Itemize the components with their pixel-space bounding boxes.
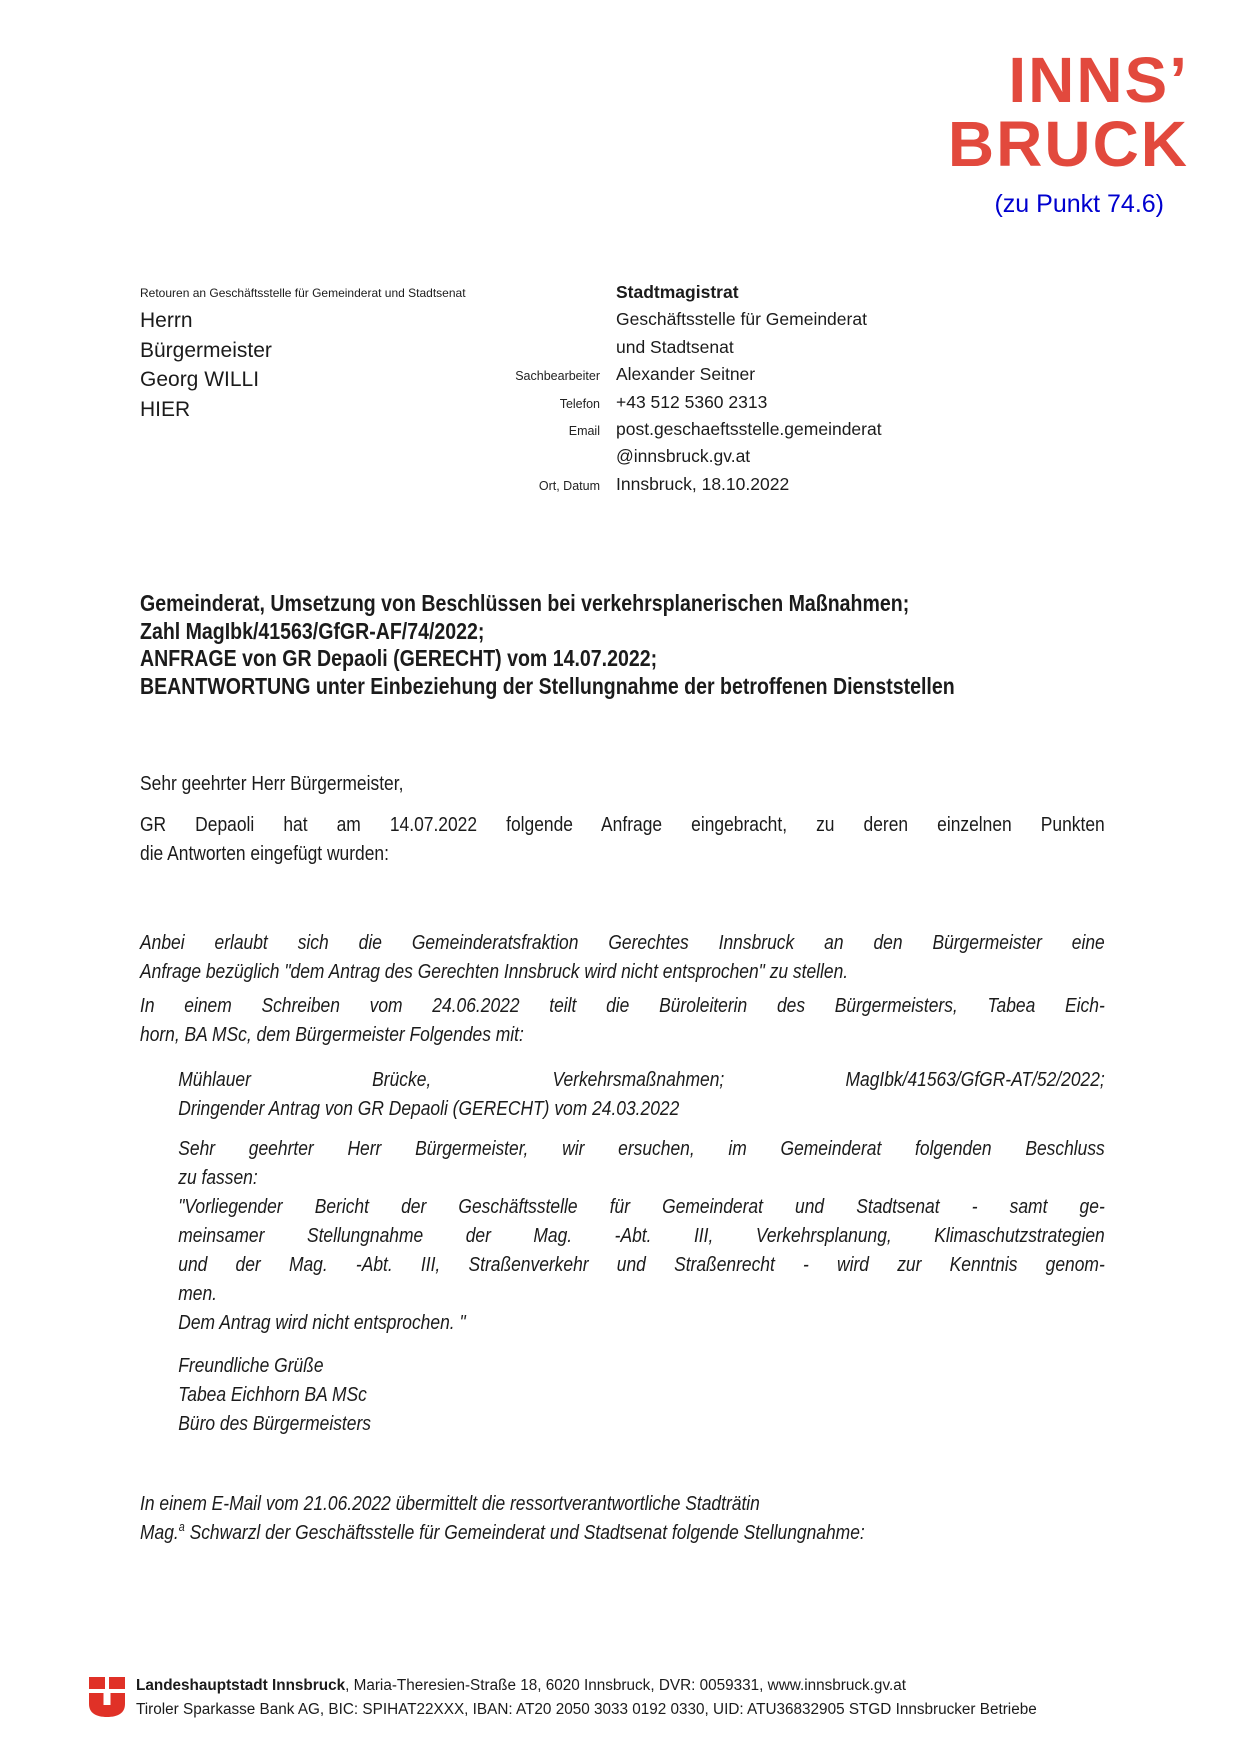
- footer: [88, 1674, 1037, 1722]
- closing-line-2-rest: Schwarzl der Geschäftsstelle für Gemeinderat und Stadtsenat folgende Stellungnahme:: [184, 1521, 865, 1544]
- innsbruck-logo: [947, 44, 1189, 180]
- sender-row: [400, 364, 882, 391]
- inquiry-line: Anbei erlaubt sich die Gemeinderatsfraktion Gerechtes Innsbruck an den Bürgermeister eine: [140, 931, 1105, 954]
- sender-row: [400, 282, 882, 309]
- motion-text-line: "Vorliegender Bericht der Geschäftsstelle für Gemeinderat und Stadtsenat - samt ge-: [178, 1195, 1105, 1218]
- innsbruck-coat-of-arms-icon: [88, 1676, 126, 1718]
- clerk-label: Sachbearbeiter: [515, 369, 600, 384]
- return-address-note: Retouren an Geschäftsstelle für Gemeinderat und Stadtsenat: [140, 286, 466, 300]
- salutation: Sehr geehrter Herr Bürgermeister,: [140, 772, 404, 795]
- email-address-line1: post.geschaeftsstelle.gemeinderat: [616, 418, 882, 439]
- closing-line-2: [140, 1518, 1105, 1547]
- subject-line: Zahl MagIbk/41563/GfGR-AF/74/2022;: [140, 617, 485, 644]
- motion-text-line: zu fassen:: [178, 1166, 258, 1189]
- motion-reference-line: Mühlauer Brücke, Verkehrsmaßnahmen; MagIbk/41563/GfGR-AT/52/2022;: [178, 1068, 1105, 1091]
- motion-reference-block: [140, 1065, 1105, 1123]
- motion-text-line: meinsamer Stellungnahme der Mag. -Abt. III, Verkehrsplanung, Klimaschutzstrategien: [178, 1224, 1105, 1247]
- mag-title: Mag.: [140, 1521, 179, 1544]
- closing-line-1: In einem E-Mail vom 21.06.2022 übermittelt die ressortverantwortliche Stadträtin: [140, 1492, 760, 1515]
- intro-line: die Antworten eingefügt wurden:: [140, 842, 389, 865]
- sender-row: [400, 337, 882, 364]
- recipient-salutation: Herrn: [140, 309, 193, 332]
- motion-text-line: men.: [178, 1282, 217, 1305]
- email-address-line2: @innsbruck.gv.at: [616, 446, 751, 467]
- footer-line-1: [136, 1674, 1037, 1698]
- logo-line-1: INNS’: [1008, 44, 1189, 116]
- phone-label: Telefon: [559, 396, 600, 411]
- signature-line: Büro des Bürgermeisters: [178, 1412, 371, 1435]
- signature-block: [140, 1351, 1105, 1438]
- motion-text-line: Dem Antrag wird nicht entsprochen. ": [178, 1311, 466, 1334]
- letter-body: [140, 769, 1105, 1547]
- emblem-notch: [104, 1693, 111, 1705]
- footer-city-name: Landeshauptstadt Innsbruck: [136, 1677, 346, 1694]
- sender-row: [400, 446, 882, 473]
- emblem-shape: [89, 1677, 105, 1689]
- footer-address: , Maria-Theresien-Straße 18, 6020 Innsbruck, DVR: 0059331, www.innsbruck.gv.at: [345, 1677, 906, 1694]
- motion-text-block: [140, 1134, 1105, 1337]
- phone-number: +43 512 5360 2313: [616, 391, 768, 412]
- inquiry-line: horn, BA MSc, dem Bürgermeister Folgendes mit:: [140, 1023, 524, 1046]
- email-label: Email: [568, 423, 600, 438]
- sender-row: [400, 309, 882, 336]
- motion-text-line: Sehr geehrter Herr Bürgermeister, wir ersuchen, im Gemeinderat folgenden Beschluss: [178, 1137, 1105, 1160]
- signature-line: Freundliche Grüße: [178, 1354, 324, 1377]
- logo-line-2: BRUCK: [947, 108, 1189, 180]
- footer-line-2: Tiroler Sparkasse Bank AG, BIC: SPIHAT22XXX, IBAN: AT20 2050 3033 0192 0330, UID: ATU36832905 STGD Innsbrucker Betriebe: [136, 1701, 1037, 1718]
- sender-contact-block: [400, 282, 882, 501]
- emblem-shape: [109, 1677, 125, 1689]
- inquiry-line: In einem Schreiben vom 24.06.2022 teilt die Büroleiterin des Bürgermeisters, Tabea Eich-: [140, 994, 1105, 1017]
- agenda-point-reference: (zu Punkt 74.6): [994, 190, 1164, 218]
- sender-row: [400, 419, 882, 446]
- place-date-value: Innsbruck, 18.10.2022: [616, 473, 790, 494]
- sender-org: Stadtmagistrat: [616, 282, 739, 302]
- subject-block: [140, 590, 1105, 700]
- sender-row: [400, 474, 882, 501]
- motion-text-line: und der Mag. -Abt. III, Straßenverkehr und Straßenrecht - wird zur Kenntnis genom-: [178, 1253, 1105, 1276]
- motion-reference-line: Dringender Antrag von GR Depaoli (GERECHT) vom 24.03.2022: [178, 1097, 680, 1120]
- recipient-city: HIER: [140, 397, 191, 421]
- footer-text: [136, 1674, 1037, 1722]
- sender-office-line1: Geschäftsstelle für Gemeinderat: [616, 309, 867, 330]
- subject-line: Gemeinderat, Umsetzung von Beschlüssen bei verkehrsplanerischen Maßnahmen;: [140, 590, 910, 616]
- sender-office-line2: und Stadtsenat: [616, 336, 734, 357]
- intro-paragraph: [140, 810, 1105, 868]
- recipient-title: Bürgermeister: [140, 338, 272, 362]
- intro-line: GR Depaoli hat am 14.07.2022 folgende Anfrage eingebracht, zu deren einzelnen Punkten: [140, 813, 1105, 836]
- closing-paragraph: [140, 1489, 1105, 1547]
- recipient-name: Georg WILLI: [140, 368, 260, 391]
- place-date-label: Ort, Datum: [538, 478, 600, 493]
- sender-row: [400, 392, 882, 419]
- signature-line: Tabea Eichhorn BA MSc: [178, 1383, 367, 1406]
- mag-superscript: a: [178, 1519, 185, 1535]
- inquiry-paragraph-1: [140, 928, 1105, 986]
- subject-line: BEANTWORTUNG unter Einbeziehung der Stellungnahme der betroffenen Dienststellen: [140, 672, 955, 699]
- inquiry-paragraph-2: [140, 991, 1105, 1049]
- clerk-name: Alexander Seitner: [616, 364, 756, 385]
- inquiry-line: Anfrage bezüglich "dem Antrag des Gerechten Innsbruck wird nicht entsprochen" zu stellen.: [140, 960, 849, 983]
- subject-line: ANFRAGE von GR Depaoli (GERECHT) vom 14.07.2022;: [140, 645, 658, 671]
